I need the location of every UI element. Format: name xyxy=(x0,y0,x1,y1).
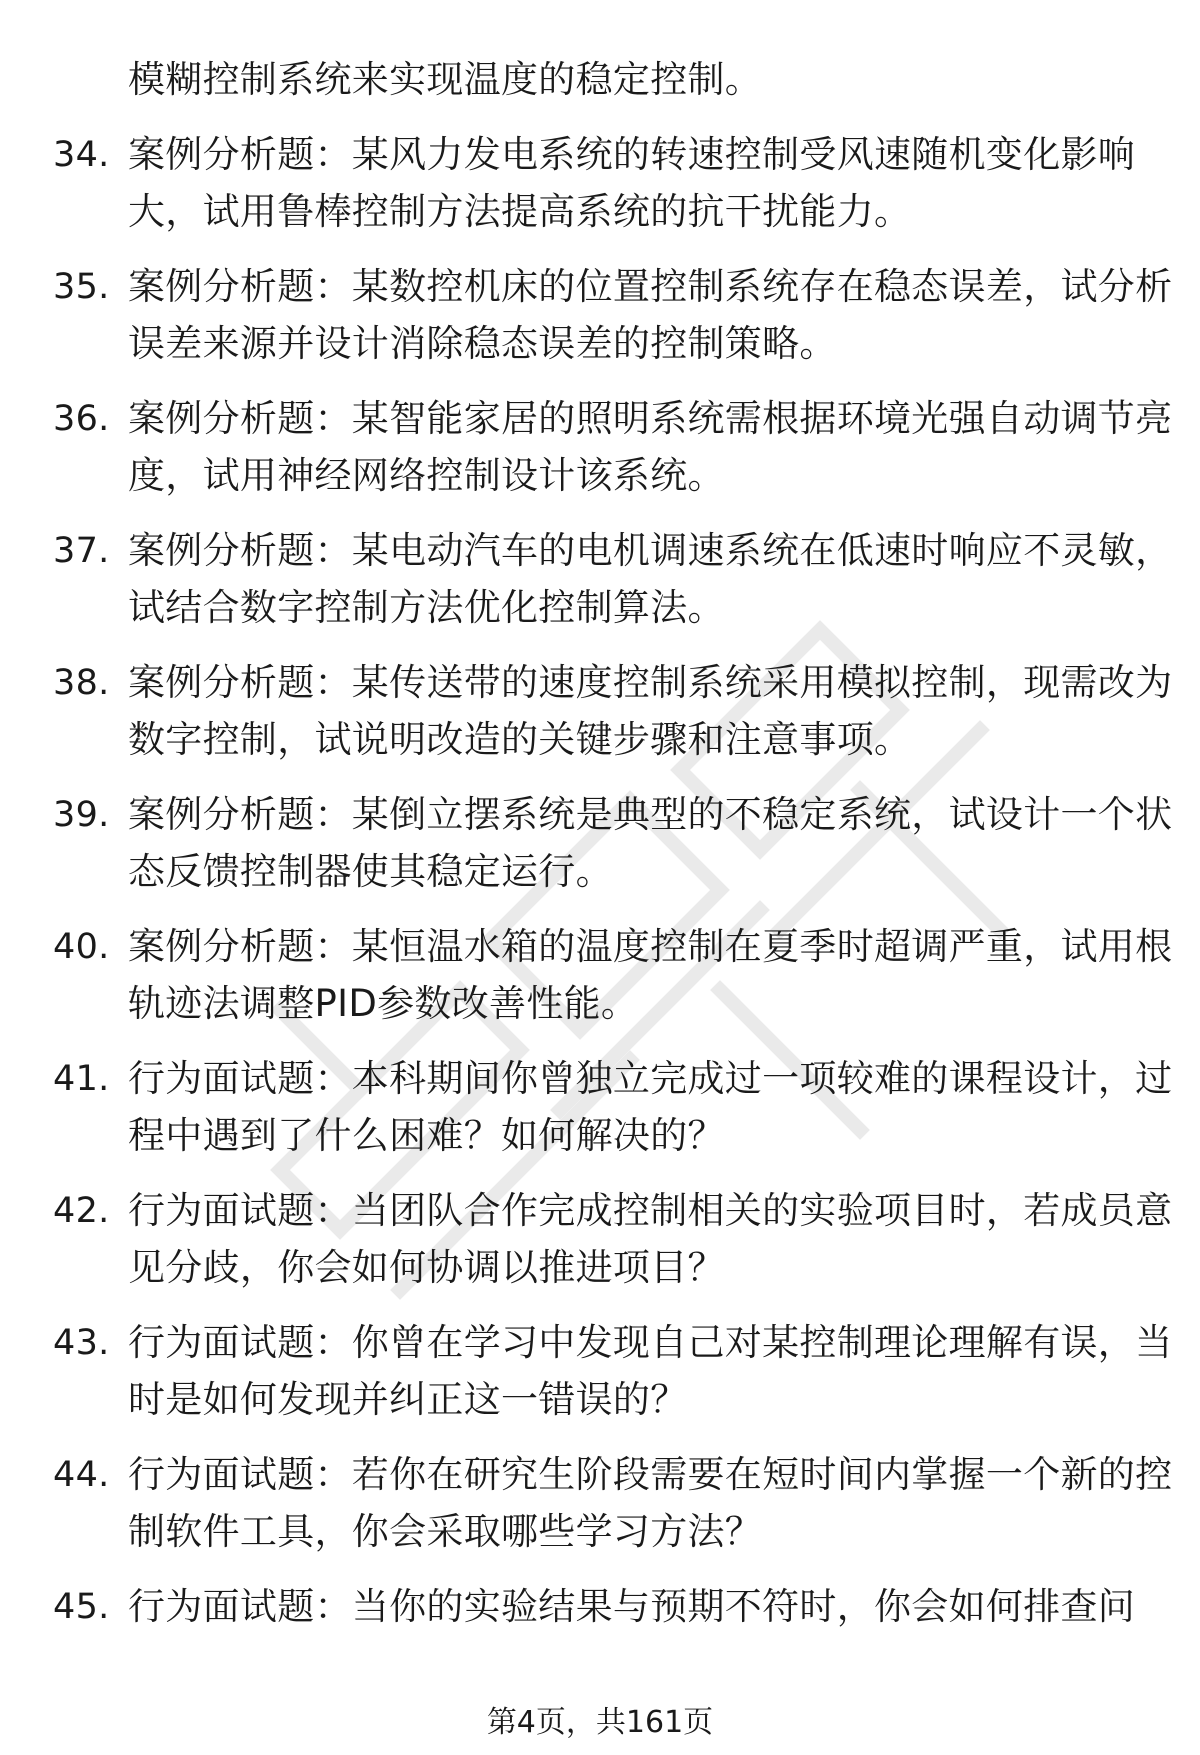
question-number: 39. xyxy=(53,795,110,835)
question-text: 态反馈控制器使其稳定运行。 xyxy=(128,850,613,893)
question-text: 案例分析题：某数控机床的位置控制系统存在稳态误差，试分析 xyxy=(128,265,1173,308)
question-line xyxy=(0,1185,1200,1237)
question-line xyxy=(0,1449,1200,1501)
question-continuation-line xyxy=(0,450,1200,502)
page-footer: 第4页，共161页 xyxy=(486,1705,714,1740)
question-line xyxy=(0,921,1200,973)
question-number: 34. xyxy=(53,135,110,175)
question-text: 大，试用鲁棒控制方法提高系统的抗干扰能力。 xyxy=(128,190,912,233)
question-continuation-line xyxy=(0,1506,1200,1558)
question-text: 案例分析题：某传送带的速度控制系统采用模拟控制，现需改为 xyxy=(128,661,1173,704)
question-continuation-line xyxy=(0,582,1200,634)
question-text: 行为面试题：你曾在学习中发现自己对某控制理论理解有误，当 xyxy=(128,1321,1173,1364)
question-text: 模糊控制系统来实现温度的稳定控制。 xyxy=(128,58,763,101)
question-line xyxy=(0,789,1200,841)
question-text: 试结合数字控制方法优化控制算法。 xyxy=(128,586,725,629)
question-line xyxy=(0,1053,1200,1105)
question-text: 时是如何发现并纠正这一错误的？ xyxy=(128,1378,688,1421)
question-number: 44. xyxy=(53,1455,110,1495)
question-continuation-line xyxy=(0,714,1200,766)
question-number: 35. xyxy=(53,267,110,307)
question-line xyxy=(0,1317,1200,1369)
question-line xyxy=(0,393,1200,445)
question-number: 41. xyxy=(53,1059,110,1099)
question-text: 轨迹法调整PID参数改善性能。 xyxy=(128,982,639,1025)
question-text: 度，试用神经网络控制设计该系统。 xyxy=(128,454,725,497)
question-line xyxy=(0,525,1200,577)
question-number: 40. xyxy=(53,927,110,967)
question-text: 案例分析题：某恒温水箱的温度控制在夏季时超调严重，试用根 xyxy=(128,925,1173,968)
question-text: 程中遇到了什么困难？如何解决的？ xyxy=(128,1114,725,1157)
question-text: 行为面试题：当你的实验结果与预期不符时，你会如何排查问 xyxy=(128,1585,1136,1628)
question-continuation-line xyxy=(0,318,1200,370)
question-line xyxy=(0,129,1200,181)
question-text: 案例分析题：某风力发电系统的转速控制受风速随机变化影响 xyxy=(128,133,1136,176)
question-continuation-line xyxy=(0,1242,1200,1294)
question-text: 误差来源并设计消除稳态误差的控制策略。 xyxy=(128,322,837,365)
question-number: 37. xyxy=(53,531,110,571)
question-text: 制软件工具，你会采取哪些学习方法？ xyxy=(128,1510,763,1553)
question-continuation-line xyxy=(0,1110,1200,1162)
question-number: 36. xyxy=(53,399,110,439)
question-number: 42. xyxy=(53,1191,110,1231)
question-text: 行为面试题：若你在研究生阶段需要在短时间内掌握一个新的控 xyxy=(128,1453,1173,1496)
question-text: 案例分析题：某电动汽车的电机调速系统在低速时响应不灵敏， xyxy=(128,529,1173,572)
question-number: 43. xyxy=(53,1323,110,1363)
question-continuation-line xyxy=(0,1374,1200,1426)
question-continuation-line xyxy=(0,846,1200,898)
question-text: 行为面试题：本科期间你曾独立完成过一项较难的课程设计，过 xyxy=(128,1057,1173,1100)
question-line xyxy=(0,657,1200,709)
question-number: 38. xyxy=(53,663,110,703)
question-continuation-line xyxy=(0,186,1200,238)
question-continuation-line xyxy=(0,54,1200,106)
question-text: 见分歧，你会如何协调以推进项目？ xyxy=(128,1246,725,1289)
question-line xyxy=(0,261,1200,313)
question-continuation-line xyxy=(0,978,1200,1030)
question-number: 45. xyxy=(53,1587,110,1627)
question-line xyxy=(0,1581,1200,1633)
question-text: 行为面试题：当团队合作完成控制相关的实验项目时，若成员意 xyxy=(128,1189,1173,1232)
question-text: 数字控制，试说明改造的关键步骤和注意事项。 xyxy=(128,718,912,761)
question-text: 案例分析题：某倒立摆系统是典型的不稳定系统，试设计一个状 xyxy=(128,793,1173,836)
question-text: 案例分析题：某智能家居的照明系统需根据环境光强自动调节亮 xyxy=(128,397,1173,440)
